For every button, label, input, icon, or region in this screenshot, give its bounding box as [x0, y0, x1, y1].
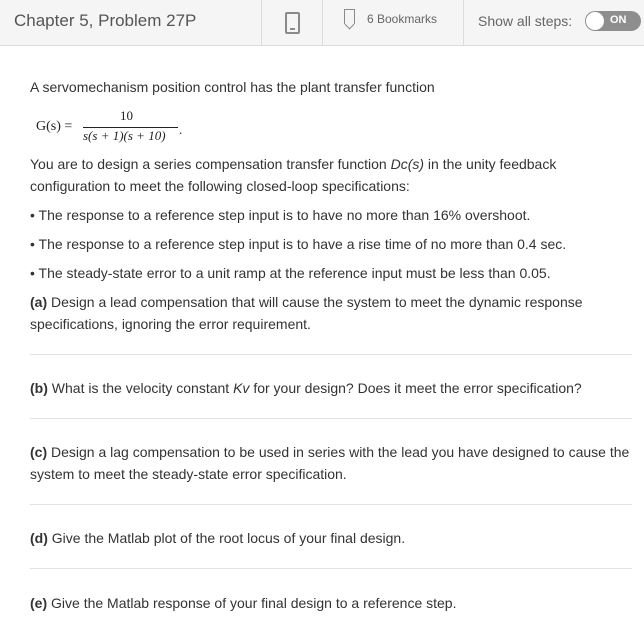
- problem-intro: A servomechanism position control has the plant transfer function: [30, 79, 435, 95]
- spec-ramp-error: • The steady-state error to a unit ramp at the reference input must be less than 0.05.: [30, 265, 551, 281]
- toggle-state-label: ON: [610, 14, 627, 26]
- mobile-phone-icon: [285, 12, 300, 34]
- formula-lhs: G(s) =: [36, 119, 73, 134]
- section-divider: [30, 354, 632, 355]
- section-divider: [30, 568, 632, 569]
- part-e: [30, 595, 456, 611]
- design-text: in the unity feedback: [424, 156, 557, 172]
- formula-denominator: s(s + 1)(s + 10): [83, 128, 166, 143]
- part-d-text: Give the Matlab plot of the root locus of your final design.: [47, 530, 406, 546]
- part-e-label: (e): [30, 595, 48, 611]
- part-a-text: Design a lead compensation that will cause the system to meet the dynamic response: [47, 294, 583, 310]
- dc-symbol: Dc(s): [390, 156, 425, 172]
- toolbar-divider: [463, 0, 464, 45]
- bookmarks-button[interactable]: [323, 0, 463, 45]
- transfer-function-formula: [36, 108, 196, 148]
- part-a-label: (a): [30, 294, 48, 310]
- show-all-steps-toggle[interactable]: [585, 11, 641, 31]
- part-b-text: What is the velocity constant: [47, 380, 234, 396]
- bookmark-icon: [344, 9, 355, 24]
- spec-overshoot: • The response to a reference step input is to have no more than 16% overshoot.: [30, 207, 531, 223]
- design-text: You are to design a series compensation transfer function: [30, 156, 391, 172]
- section-divider: [30, 504, 632, 505]
- part-c-line-2: system to meet the steady-state error specification.: [30, 466, 347, 482]
- part-a-line-1: [30, 294, 583, 310]
- spec-rise-time: • The response to a reference step input is to have a rise time of no more than 0.4 sec.: [30, 236, 567, 252]
- part-b-label: (b): [30, 380, 48, 396]
- mobile-view-button[interactable]: [262, 0, 322, 45]
- part-e-text: Give the Matlab response of your final design to a reference step.: [47, 595, 457, 611]
- part-c-text: Design a lag compensation to be used in series with the lead you have designed to cause the: [47, 444, 630, 460]
- chapter-title: Chapter 5, Problem 27P: [14, 11, 197, 30]
- top-toolbar: [0, 0, 644, 46]
- design-statement-line-2: configuration to meet the following closed-loop specifications:: [30, 178, 410, 194]
- part-c-label: (c): [30, 444, 48, 460]
- part-d: [30, 530, 405, 546]
- design-statement-line-1: [30, 156, 556, 172]
- show-all-steps-label: Show all steps:: [478, 13, 573, 29]
- toggle-knob: [586, 12, 604, 30]
- part-d-label: (d): [30, 530, 48, 546]
- formula-numerator: 10: [120, 108, 133, 123]
- part-a-line-2: specifications, ignoring the error requirement.: [30, 316, 311, 332]
- formula-period: .: [179, 122, 183, 137]
- bookmarks-label: 6 Bookmarks: [367, 12, 438, 26]
- part-c-line-1: [30, 444, 629, 460]
- kv-symbol: Kv: [233, 380, 250, 396]
- part-b-text: for your design? Does it meet the error specification?: [249, 380, 582, 396]
- part-b: [30, 380, 582, 396]
- section-divider: [30, 418, 632, 419]
